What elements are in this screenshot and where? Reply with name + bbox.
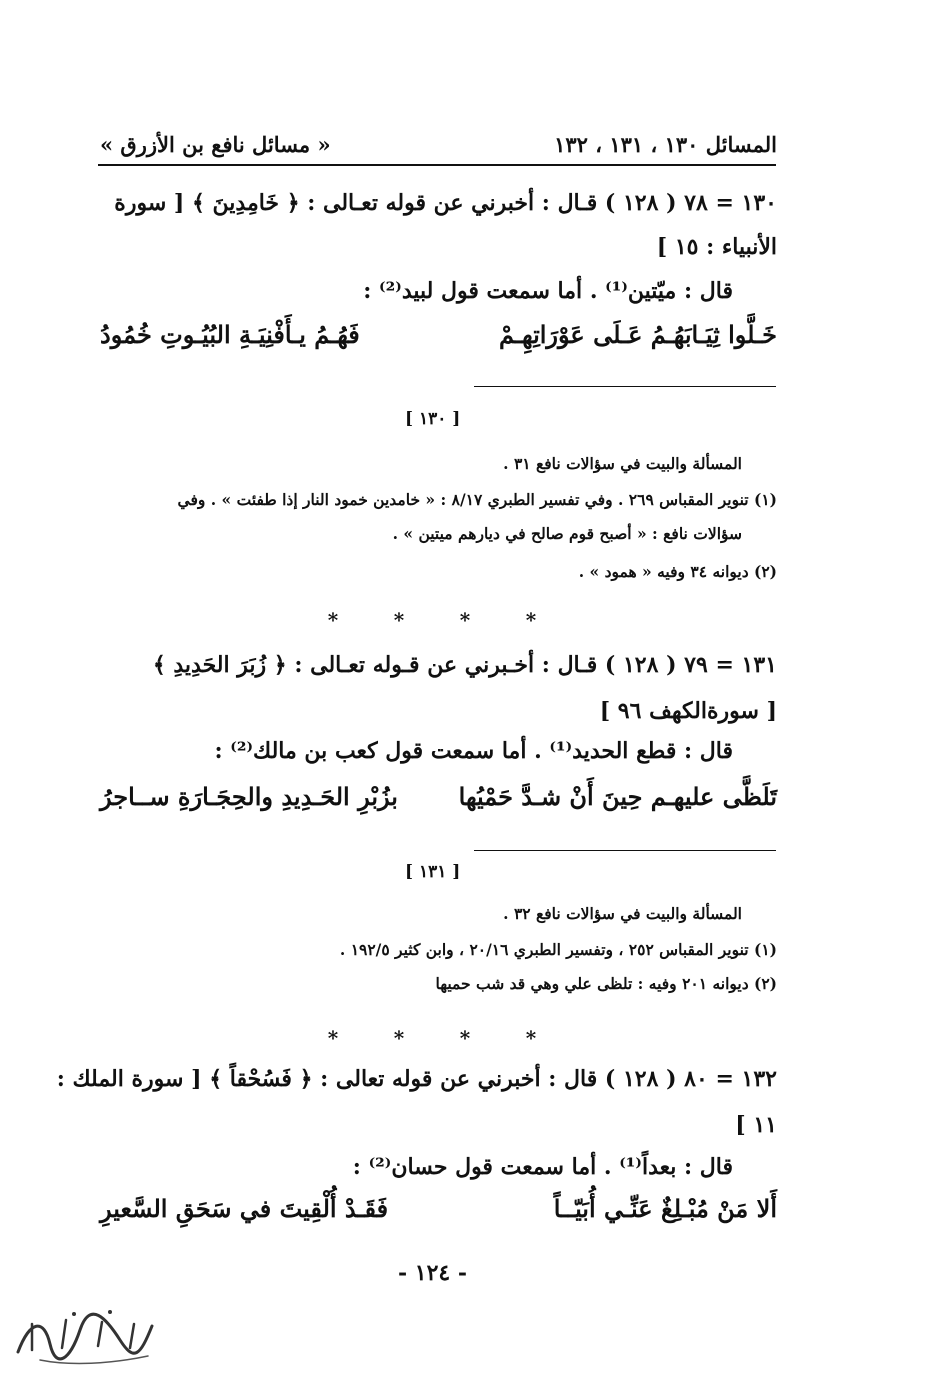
separator-star: * [393,1026,405,1050]
verse-131-hemistich-2: بزُبْرِ الحَـدِيدِ والحِجَـارَةِ ســاجرُ [100,782,398,811]
footnote-rule-131 [474,850,776,851]
question-130-line2: الأنبياء : ١٥ ] [656,234,777,260]
page-number: - ١٢٤ - [398,1260,468,1286]
note-131-1: (١) تنوير المقباس ٢٥٢ ، وتفسير الطبري ٢٠/١٦ ، وابن كثير ١٩٢/٥ . [339,940,777,959]
separator-star: * [393,608,405,632]
calligraphy-logo [10,1300,160,1370]
answer-130: قال : ميّتين⁽¹⁾ . أما سمعت قول لبيد⁽²⁾ : [363,278,733,304]
separator-star: * [327,1026,339,1050]
separator-star: * [459,1026,471,1050]
ref-130: [ ١٣٠ ] [405,409,461,429]
verse-132-hemistich-1: أَلا مَنْ مُبْـلِغٌ عَنِّـي أُبَيّــاً [553,1194,777,1223]
separator-star: * [459,608,471,632]
book-title: « مسائل نافع بن الأزرق » [100,132,331,157]
verse-132-hemistich-2: فَقَـدْ أُلْقِيتَ في سَحَقِ السَّعيرِ [100,1194,389,1223]
separator-star: * [525,1026,537,1050]
verse-131-hemistich-1: تَلَظَّى عليهـم حِينَ أَنْ شـدَّ حَمْيُها [458,782,777,811]
footnote-rule-130 [474,386,776,387]
note-130-2: سؤالات نافع : « أصبح قوم صالح في ديارهم ميتين » . [392,524,742,543]
note-131-2: (٢) ديوانه ٢٠١ وفيه : تلظى علي وهي قد شب حميها [435,974,777,993]
separator-star: * [327,608,339,632]
note-130-0: المسألة والبيت في سؤالات نافع ٣١ . [503,454,742,473]
note-131-0: المسألة والبيت في سؤالات نافع ٣٢ . [503,904,742,923]
note-130-1: (١) تنوير المقباس ٢٦٩ . وفي تفسير الطبري ٨/١٧ : « خامدين خمود النار إذا طفئت » . وفي [177,490,777,509]
section-separator-2 [300,1026,564,1050]
question-131-line1: ١٣١ = ٧٩ ( ١٢٨ ) قـال : أخـبرني عن قـوله تعـالى : ﴿ زُبَرَ الحَدِيدِ ﴾ [152,652,777,678]
header-rule [98,164,776,166]
separator-star: * [525,608,537,632]
ref-131: [ ١٣١ ] [405,862,461,882]
verse-130-hemistich-2: فَهُـمُ يـأَفْنِيَـةِ البُيُـوتِ خُمُودُ [100,320,360,349]
verse-130-hemistich-1: خَـلَّوا ثِيَـابَهُـمُ عَـلَى عَوْرَاتِهِـمْ [499,320,777,349]
answer-132: قال : بعداً⁽¹⁾ . أما سمعت قول حسان⁽²⁾ : [352,1154,733,1180]
question-130-line1: ١٣٠ = ٧٨ ( ١٢٨ ) قـال : أخبرني عن قوله تعـالى : ﴿ خَامِدِينَ ﴾ [ سورة [114,190,777,216]
section-separator-1 [300,608,564,632]
question-132-line2: ١١ ] [735,1112,777,1138]
question-131-line2: [ سورةالكهف ٩٦ ] [599,698,777,724]
section-title: المسائل ١٣٠ ، ١٣١ ، ١٣٢ [554,132,777,157]
note-130-3: (٢) ديوانه ٣٤ وفيه « همود » . [578,562,777,581]
question-132-line1: ١٣٢ = ٨٠ ( ١٢٨ ) قال : أخبرني عن قوله تعالى : ﴿ فَسُحْقاً ﴾ [ سورة الملك : [56,1066,777,1092]
answer-131: قال : قطع الحديد⁽¹⁾ . أما سمعت قول كعب بن مالك⁽²⁾ : [214,738,733,764]
